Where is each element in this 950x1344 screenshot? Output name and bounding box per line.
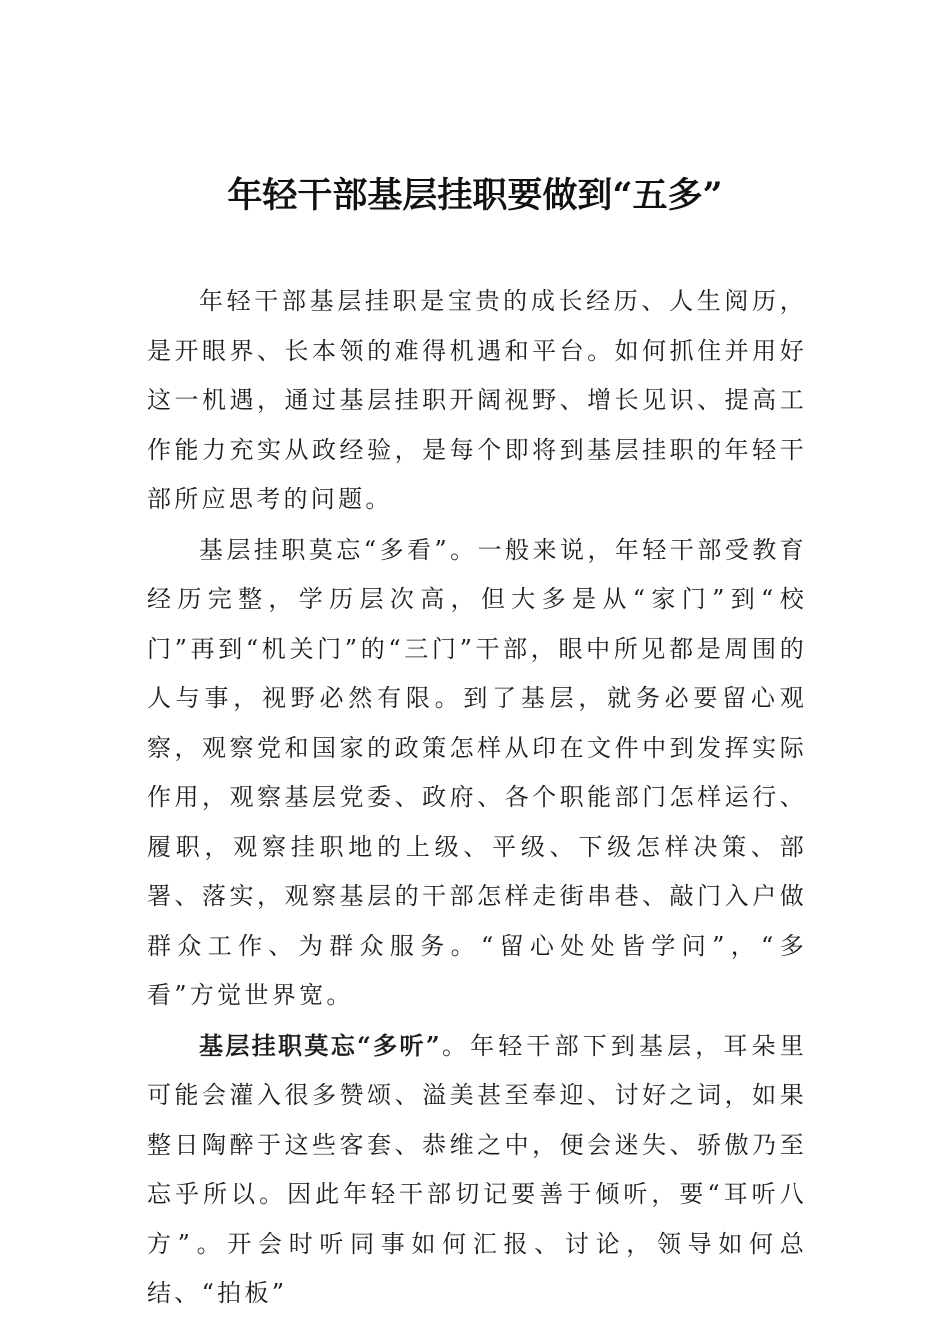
paragraph	[147, 1021, 807, 1319]
document-body	[147, 276, 807, 1319]
document-title: 年轻干部基层挂职要做到“五多”	[227, 175, 723, 216]
paragraph	[147, 525, 807, 1021]
paragraph-text: 年轻干部基层挂职是宝贵的成长经历、人生阅历，是开眼界、长本领的难得机遇和平台。如何抓住并用好这一机遇，通过基层挂职开阔视野、增长见识、提高工作能力充实从政经验，是每个即将到基层挂职的年轻干部所应思考的问题。	[147, 287, 807, 513]
paragraph	[147, 276, 807, 525]
paragraph-lead: 基层挂职莫忘“多听”	[199, 1030, 442, 1060]
paragraph-text: 基层挂职莫忘“多看”。一般来说，年轻干部受教育经历完整，学历层次高，但大多是从“家门”到“校门”再到“机关门”的“三门”干部，眼中所见都是周围的人与事，视野必然有限。到了基层，就务必要留心观察，观察党和国家的政策怎样从印在文件中到发挥实际作用，观察基层党委、政府、各个职能部门怎样运行、履职，观察挂职地的上级、平级、下级怎样决策、部署、落实，观察基层的干部怎样走街串巷、敲门入户做群众工作、为群众服务。“留心处处皆学问”，“多看”方觉世界宽。	[147, 535, 807, 1009]
paragraph-text: 。年轻干部下到基层，耳朵里可能会灌入很多赞颂、溢美甚至奉迎、讨好之词，如果整日陶醉于这些客套、恭维之中，便会迷失、骄傲乃至忘乎所以。因此年轻干部切记要善于倾听，要“耳听八方”。开会时听同事如何汇报、讨论，领导如何总结、“拍板”	[147, 1031, 807, 1307]
